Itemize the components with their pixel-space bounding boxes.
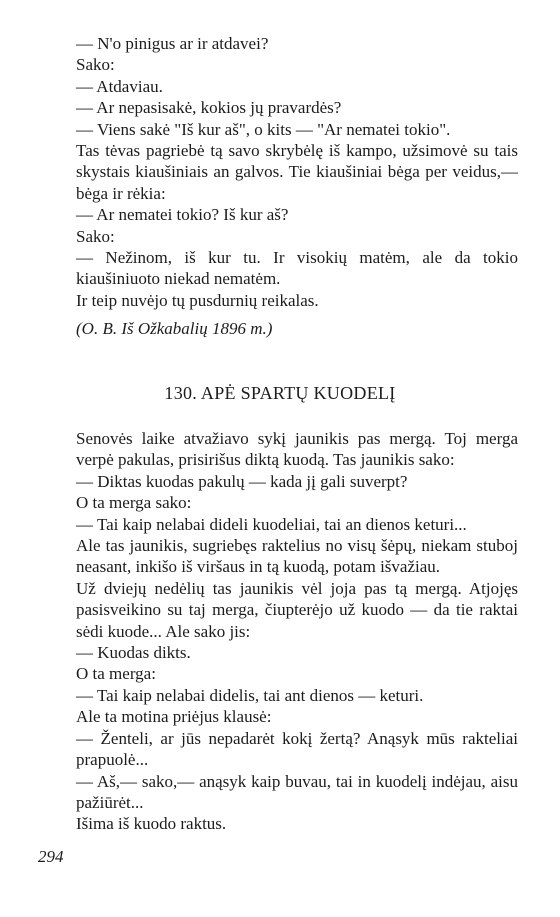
story-title: 130. APĖ SPARTŲ KUODELĮ: [164, 383, 396, 403]
paragraph: Tas tėvas pagriebė tą savo skrybėlę iš kampo, užsimovė su tais skystais kiaušiniais an galvos. Tie kiaušiniai bėga per veidus,— bėga ir rėkia:: [76, 141, 518, 203]
paragraph: Ale tas jaunikis, sugriebęs raktelius no visų šėpų, niekam stuboj neasant, inkišo iš viršaus in tą kuodą, potam išvažiau.: [76, 536, 518, 577]
paragraph: Už dviejų nedėlių tas jaunikis vėl joja pas tą mergą. Atjojęs pasisveikino su taj merga, čiupterėjo už kuodo — da tie raktai sėdi kuode... Ale sako jis:: [76, 578, 518, 641]
dialogue-line: Sako:: [76, 226, 115, 246]
dialogue-line: — Aš,— sako,— anąsyk kaip buvau, tai in kuodelį indėjau, aisu pažiūrėt...: [76, 771, 518, 812]
paragraph: Ir teip nuvėjo tų pusdurnių reikalas.: [76, 290, 319, 310]
paragraph: Senovės laike atvažiavo sykį jaunikis pas mergą. Toj merga verpė pakulas, prisirišus diktą kuodą. Tas jaunikis sako:: [76, 429, 518, 470]
dialogue-line: — Atdaviau.: [76, 76, 163, 96]
dialogue-line: — N'o pinigus ar ir atdavei?: [76, 34, 269, 53]
dialogue-line: — Ar nepasisakė, kokios jų pravardės?: [76, 98, 342, 118]
dialogue-line: Sako:: [76, 55, 115, 75]
dialogue-line: — Kuodas dikts.: [76, 643, 191, 663]
dialogue-line: O ta merga sako:: [76, 493, 192, 513]
story-ending-section: [76, 33, 518, 340]
dialogue-line: — Nežinom, iš kur tu. Ir visokių matėm, ale da tokio kiaušiniuoto niekad nematėm.: [76, 248, 518, 289]
paragraph: Išima iš kuodo raktus.: [76, 814, 227, 834]
dialogue-line: O ta merga:: [76, 664, 156, 684]
source-citation: (O. B. Iš Ožkabalių 1896 m.): [76, 319, 273, 339]
dialogue-line: — Viens sakė "Iš kur aš", o kits — "Ar nematei tokio".: [76, 119, 451, 139]
page-number: 294: [38, 847, 64, 866]
dialogue-line: — Ženteli, ar jūs nepadarėt kokį žertą? Anąsyk mūs rakteliai prapuolė...: [76, 728, 518, 770]
dialogue-line: — Ar nematei tokio? Iš kur aš?: [76, 205, 289, 225]
dialogue-line: — Tai kaip nelabai didelis, tai ant dienos — keturi.: [76, 685, 424, 705]
dialogue-line: Ale ta motina priėjus klausė:: [76, 707, 272, 727]
dialogue-line: — Tai kaip nelabai dideli kuodeliai, tai an dienos keturi...: [76, 514, 467, 534]
dialogue-line: — Diktas kuodas pakulų — kada jį gali suverpt?: [76, 471, 408, 491]
story-body-section: [76, 428, 518, 835]
